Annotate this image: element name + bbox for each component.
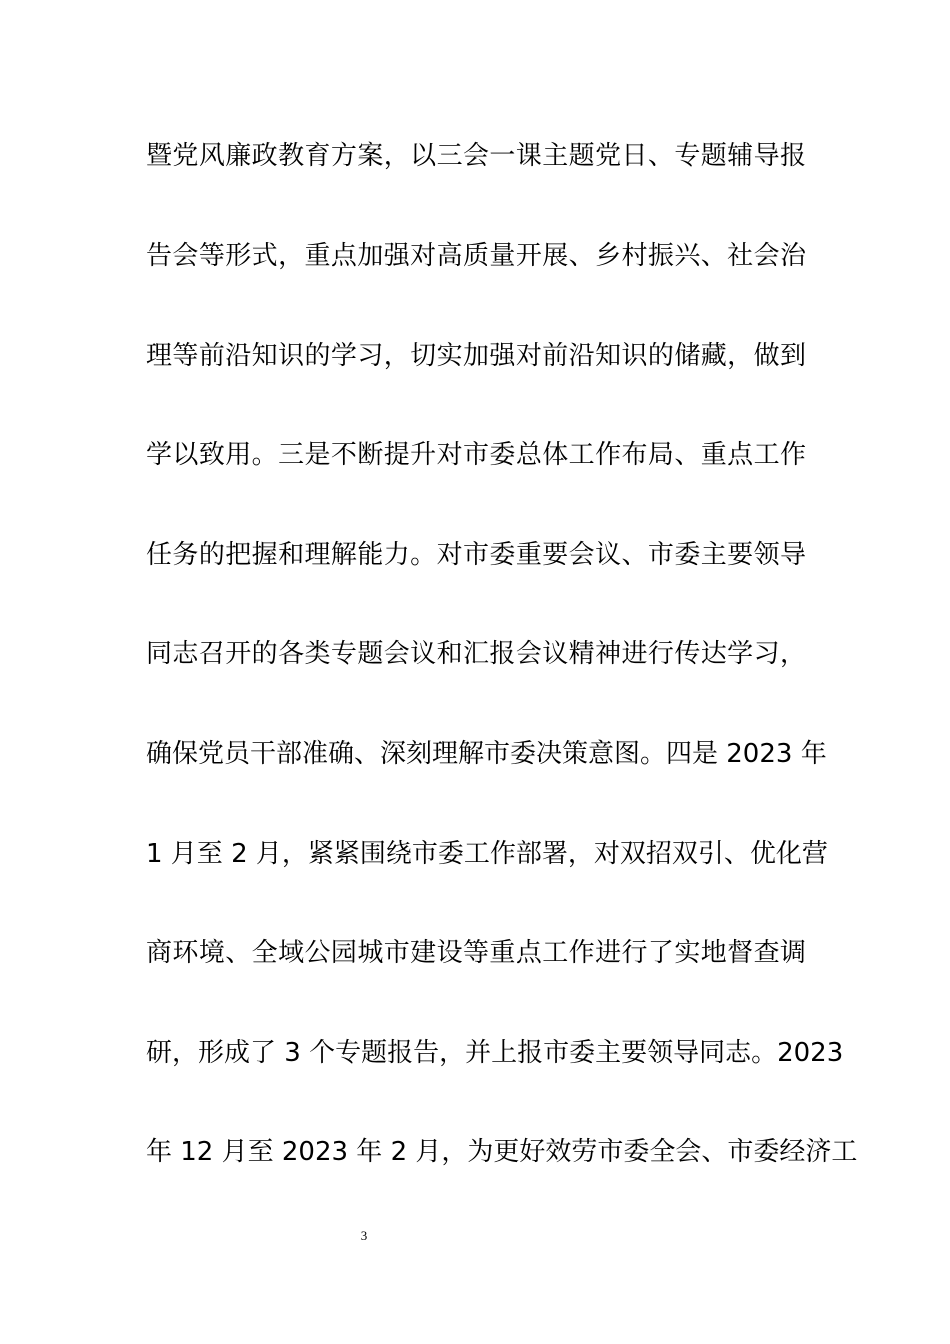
paragraph-line-10: 研，形成了 3 个专题报告，并上报市委主要领导同志。2023: [146, 1038, 844, 1068]
page-number: 3: [360, 1228, 368, 1243]
paragraph-line-11: 年 12 月至 2023 年 2 月，为更好效劳市委全会、市委经济工: [146, 1137, 858, 1167]
paragraph-line-3: 理等前沿知识的学习，切实加强对前沿知识的储藏，做到: [146, 341, 806, 371]
paragraph-line-7: 确保党员干部准确、深刻理解市委决策意图。四是 2023 年: [146, 739, 827, 769]
paragraph-line-6: 同志召开的各类专题会议和汇报会议精神进行传达学习，: [146, 639, 806, 669]
paragraph-line-2: 告会等形式，重点加强对高质量开展、乡村振兴、社会治: [146, 241, 806, 271]
paragraph-line-8: 1 月至 2 月，紧紧围绕市委工作部署，对双招双引、优化营: [146, 839, 828, 869]
paragraph-line-4: 学以致用。三是不断提升对市委总体工作布局、重点工作: [146, 440, 806, 470]
paragraph-line-5: 任务的把握和理解能力。对市委重要会议、市委主要领导: [146, 540, 806, 570]
paragraph-line-1: 暨党风廉政教育方案，以三会一课主题党日、专题辅导报: [146, 141, 806, 171]
paragraph-line-9: 商环境、全域公园城市建设等重点工作进行了实地督查调: [146, 938, 806, 968]
